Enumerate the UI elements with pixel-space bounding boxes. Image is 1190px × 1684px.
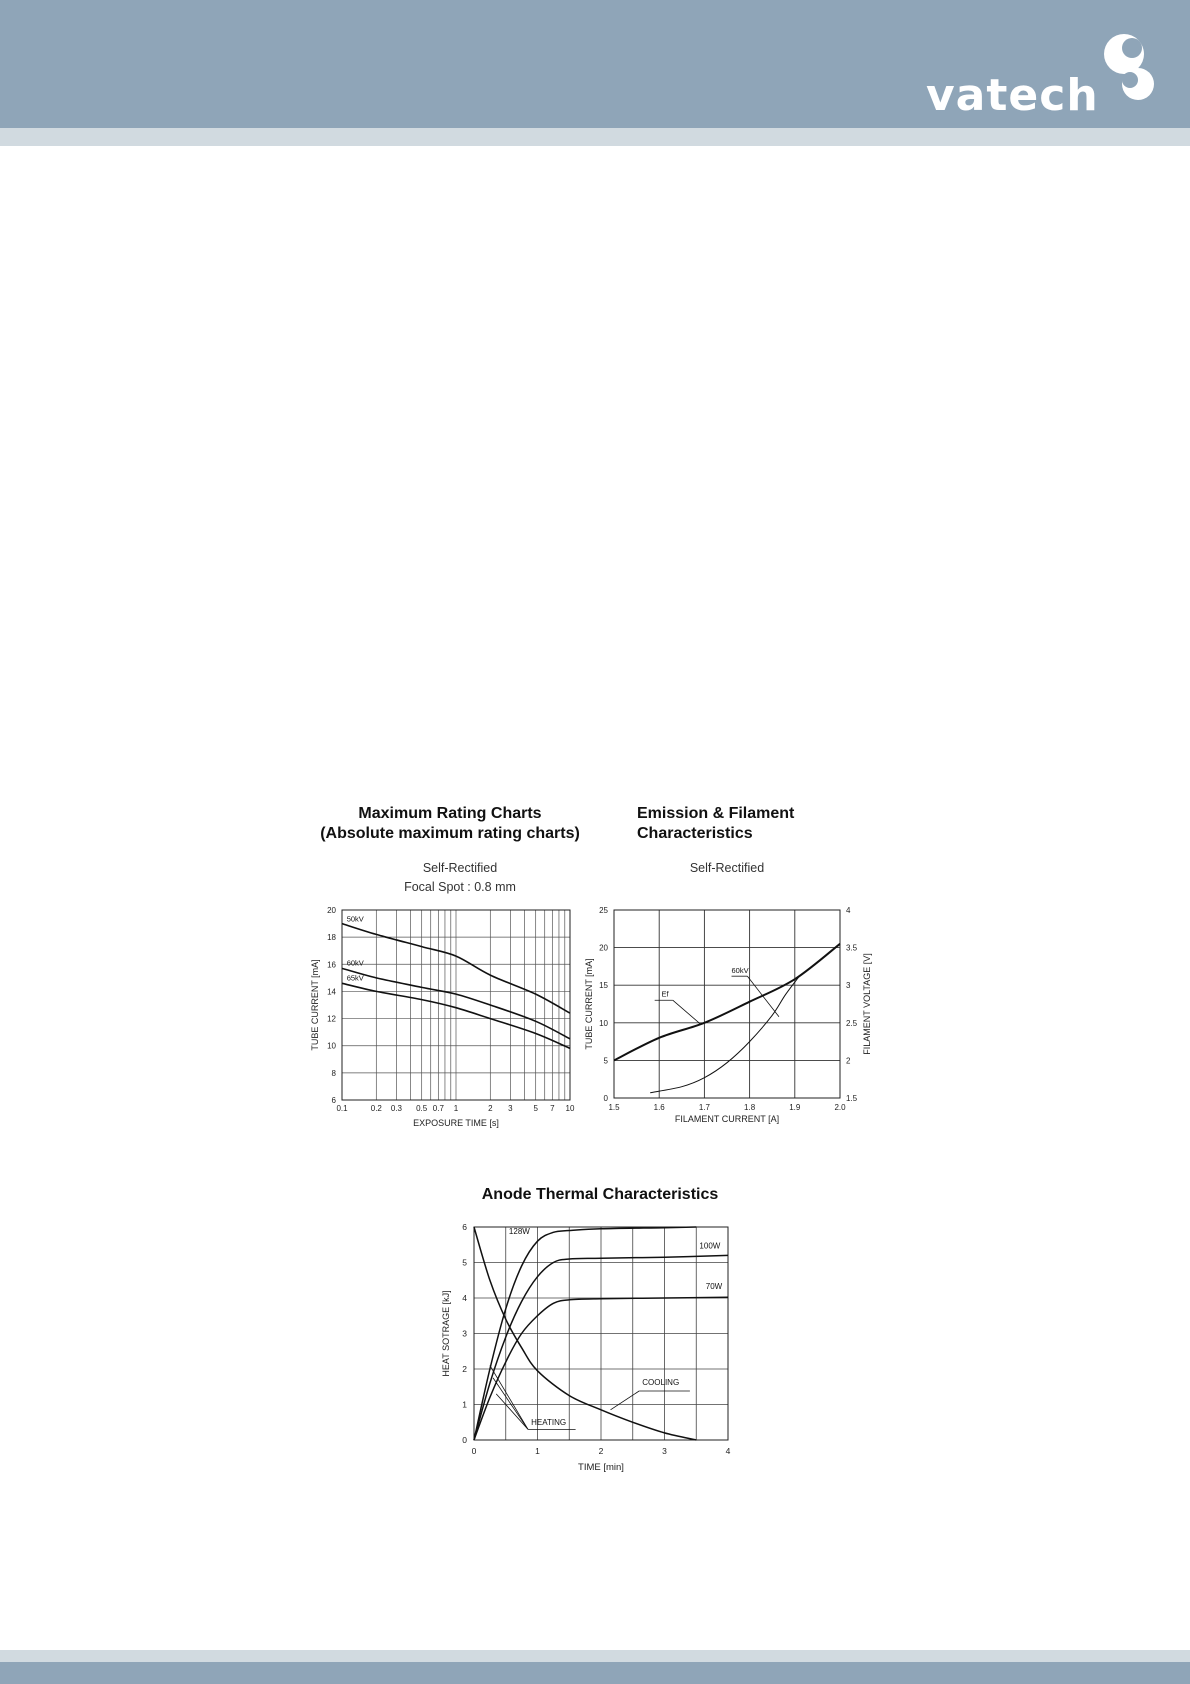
emission-title-line2: Characteristics: [637, 825, 753, 842]
vatech-logo: [920, 28, 1160, 121]
y-tick-label: 8: [331, 1068, 336, 1078]
x-tick-label: 7: [550, 1104, 555, 1113]
series-label-50kV: 50kV: [346, 914, 364, 924]
series-label-70W: 70W: [705, 1282, 723, 1292]
y-tick-label: 20: [599, 943, 608, 953]
x-tick-label: 0: [471, 1446, 477, 1456]
max-rating-subtitle1: Self-Rectified: [422, 861, 498, 875]
series-label-Ef: Ef: [661, 989, 669, 999]
leader-line-heating-1: [493, 1378, 528, 1429]
y-tick-label: 6: [331, 1096, 336, 1105]
series-label-128W: 128W: [508, 1227, 530, 1237]
y-tick-label: 6: [462, 1222, 467, 1232]
anode-title: Anode Thermal Characteristics: [481, 1186, 719, 1203]
annotation-cooling: COOLING: [642, 1377, 680, 1387]
y-tick-label: 2: [462, 1364, 467, 1374]
anode-chart: [435, 1218, 755, 1478]
y-tick-label: 18: [327, 933, 336, 943]
x-axis-label: EXPOSURE TIME [s]: [413, 1118, 499, 1128]
header-strip: [0, 128, 1190, 146]
annotation-heating: HEATING: [531, 1418, 567, 1428]
max-rating-title-line1: Maximum Rating Charts: [358, 805, 542, 822]
emission-title: [637, 804, 857, 844]
emission-subtitle1: Self-Rectified: [689, 861, 765, 875]
y-tick-label: 3: [462, 1328, 467, 1339]
y-tick-label: 20: [327, 906, 336, 915]
max-rating-title: [310, 804, 590, 844]
y-axis-label: HEAT SOTRAGE [kJ]: [441, 1290, 451, 1377]
y2-tick-label: 3: [846, 981, 851, 991]
x-tick-label: 1.5: [608, 1103, 620, 1112]
x-axis-label: FILAMENT CURRENT [A]: [674, 1114, 780, 1124]
max-rating-title-line2: (Absolute maximum rating charts): [320, 825, 580, 842]
y-axis-label: TUBE CURRENT [mA]: [584, 958, 594, 1050]
plot-frame: [614, 910, 840, 1098]
series-line-60kV: [650, 976, 799, 1092]
leader-line-60kV: [747, 976, 779, 1017]
x-tick-label: 1.7: [698, 1103, 710, 1112]
emission-chart: [578, 900, 878, 1135]
y2-tick-label: 2.5: [846, 1018, 858, 1028]
footer-band: [0, 1662, 1190, 1684]
y-tick-label: 15: [599, 981, 608, 991]
x-tick-label: 0.5: [416, 1104, 428, 1113]
y-tick-label: 0: [603, 1094, 608, 1103]
leader-line-cooling: [611, 1391, 640, 1410]
leader-line-heating-0: [490, 1365, 528, 1429]
leader-line-Ef: [673, 1000, 700, 1023]
y-tick-label: 0: [462, 1435, 467, 1445]
y-tick-label: 5: [462, 1257, 467, 1268]
y-tick-label: 16: [327, 960, 336, 970]
x-tick-label: 3: [508, 1104, 513, 1113]
x-tick-label: 10: [565, 1104, 575, 1113]
series-line-Ef: [614, 944, 840, 1061]
x-tick-label: 1.8: [744, 1103, 756, 1112]
y-tick-label: 12: [327, 1014, 336, 1024]
y2-tick-label: 3.5: [846, 943, 858, 953]
x-tick-label: 2: [488, 1104, 493, 1113]
y2-tick-label: 2: [846, 1056, 851, 1066]
y2-axis-label: FILAMENT VOLTAGE [V]: [862, 953, 872, 1055]
x-tick-label: 5: [533, 1104, 538, 1113]
logo-text: vatech: [926, 70, 1099, 121]
x-tick-label: 2.0: [834, 1103, 846, 1112]
y-tick-label: 10: [327, 1041, 336, 1051]
x-tick-label: 0.2: [370, 1104, 382, 1113]
y-tick-label: 1: [462, 1399, 467, 1410]
y2-tick-label: 1.5: [846, 1094, 858, 1103]
x-tick-label: 4: [725, 1446, 731, 1456]
y-tick-label: 5: [603, 1056, 608, 1066]
series-label-60kV: 60kV: [346, 958, 364, 968]
footer-strip: [0, 1650, 1190, 1662]
series-label-60kV: 60kV: [731, 966, 749, 976]
x-tick-label: 0.3: [390, 1104, 402, 1113]
x-tick-label: 2: [598, 1446, 604, 1456]
logo-swirl-icon: [1090, 28, 1160, 118]
x-tick-label: 1.9: [789, 1103, 801, 1112]
y2-tick-label: 4: [846, 906, 851, 915]
x-tick-label: 1: [453, 1104, 459, 1113]
x-tick-label: 3: [662, 1446, 667, 1456]
series-label-100W: 100W: [699, 1241, 721, 1251]
y-tick-label: 4: [462, 1293, 467, 1303]
x-tick-label: 0.1: [336, 1104, 348, 1113]
x-axis-label: TIME [min]: [578, 1462, 624, 1473]
leader-line-heating-2: [496, 1394, 528, 1430]
x-tick-label: 1: [535, 1446, 540, 1456]
y-tick-label: 14: [327, 987, 336, 997]
x-tick-label: 1.6: [653, 1103, 665, 1112]
y-axis-label: TUBE CURRENT [mA]: [310, 959, 320, 1051]
series-label-65kV: 65kV: [346, 973, 364, 983]
max-rating-subtitle2: Focal Spot : 0.8 mm: [404, 880, 516, 894]
emission-title-line1: Emission & Filament: [637, 805, 795, 822]
x-tick-label: 0.7: [432, 1104, 444, 1113]
y-tick-label: 25: [599, 906, 608, 915]
max-rating-chart: [300, 900, 590, 1135]
y-tick-label: 10: [599, 1018, 608, 1028]
